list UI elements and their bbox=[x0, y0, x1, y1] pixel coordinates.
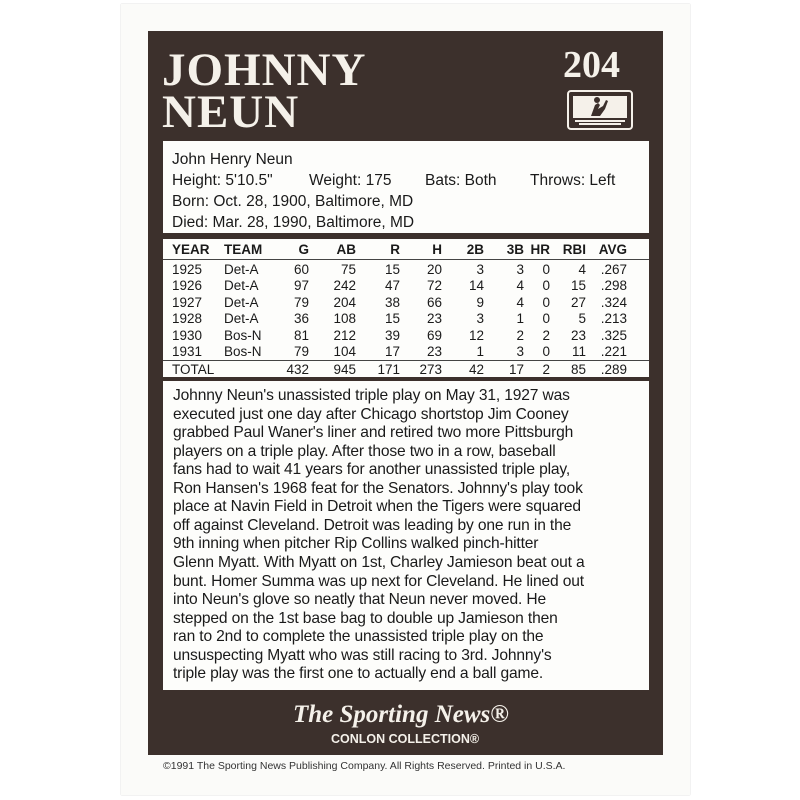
bats-text: Bats: Both bbox=[425, 172, 497, 189]
story-line: place at Navin Field in Detroit when the Tigers were squared bbox=[173, 498, 581, 516]
stats-cell: 1926 bbox=[172, 278, 203, 294]
conlon-collection: CONLON COLLECTION® bbox=[331, 732, 480, 746]
story-line: triple play was the first one to actually end a ball game. bbox=[173, 665, 544, 683]
stats-cell: .324 bbox=[600, 294, 627, 310]
stats-cell: 81 bbox=[293, 327, 309, 343]
stats-cell: 242 bbox=[333, 278, 356, 294]
story-line: ran to 2nd to complete the unassisted triple play on the bbox=[173, 628, 544, 646]
stats-cell: .325 bbox=[600, 327, 627, 343]
stats-header-rule bbox=[163, 259, 649, 260]
story-line: executed just one day after Chicago shortstop Jim Cooney bbox=[173, 405, 569, 423]
story-line: Johnny Neun's unassisted triple play on May 31, 1927 was bbox=[173, 387, 570, 404]
stats-cell: 12 bbox=[468, 327, 484, 343]
stats-header-cell: HR bbox=[530, 242, 550, 257]
stats-header-cell: 2B bbox=[466, 242, 484, 257]
stats-cell: Det-A bbox=[224, 278, 259, 294]
stats-cell: TOTAL bbox=[172, 362, 215, 377]
stats-cell: 79 bbox=[293, 294, 309, 310]
story-line: players on a triple play. After those two in a row, baseball bbox=[173, 442, 556, 460]
stats-cell: 11 bbox=[571, 344, 586, 359]
stats-table bbox=[163, 239, 649, 377]
stats-cell: 17 bbox=[384, 344, 400, 359]
stats-cell: 945 bbox=[333, 362, 356, 377]
stats-cell: 23 bbox=[426, 311, 442, 327]
stats-cell: 2 bbox=[542, 362, 550, 377]
died-text: Died: Mar. 28, 1990, Baltimore, MD bbox=[172, 214, 415, 231]
story-line: bunt. Homer Summa was up next for Cleveland. He lined out bbox=[173, 572, 584, 590]
stats-cell: 2 bbox=[516, 327, 524, 343]
stats-header-cell: 3B bbox=[506, 242, 524, 257]
stats-cell: .289 bbox=[600, 362, 627, 377]
stats-cell: 69 bbox=[426, 327, 442, 343]
copyright-text: ©1991 The Sporting News Publishing Company. All Rights Reserved. Printed in U.S.A. bbox=[163, 760, 566, 772]
stats-cell: 23 bbox=[426, 344, 442, 359]
stats-cell: 1 bbox=[516, 311, 524, 327]
stats-cell: 47 bbox=[384, 278, 400, 294]
stats-cell: 1927 bbox=[172, 294, 203, 310]
sporting-news-logo: The Sporting News® bbox=[293, 701, 509, 728]
stats-cell: Det-A bbox=[224, 294, 259, 310]
story-line: Glenn Myatt. With Myatt on 1st, Charley Jamieson beat out a bbox=[173, 553, 585, 571]
stats-cell: 14 bbox=[468, 278, 484, 294]
stats-cell: 9 bbox=[476, 294, 484, 310]
stats-cell: 27 bbox=[570, 294, 586, 310]
bio-panel bbox=[163, 141, 649, 233]
stats-cell: 17 bbox=[508, 362, 524, 377]
stats-cell: 39 bbox=[384, 327, 400, 343]
story-line: unsuspecting Myatt who was still racing to 3rd. Johnny's bbox=[173, 646, 552, 664]
stats-cell: 75 bbox=[340, 262, 356, 277]
story-panel bbox=[163, 381, 649, 690]
stats-header-cell: G bbox=[298, 242, 309, 257]
stats-cell: .221 bbox=[600, 344, 627, 359]
stats-header-cell: TEAM bbox=[224, 242, 263, 257]
story-line: off against Cleveland. Detroit was leading by one run in the bbox=[173, 516, 572, 534]
stats-cell: 3 bbox=[476, 311, 484, 327]
stats-cell: 97 bbox=[293, 278, 309, 294]
stats-cell: Bos-N bbox=[224, 344, 262, 359]
story-line: Ron Hansen's 1968 feat for the Senators. Johnny's play took bbox=[173, 479, 583, 497]
full-name: John Henry Neun bbox=[172, 151, 293, 168]
height-text: Height: 5'10.5" bbox=[172, 172, 273, 189]
story-line: into Neun's glove so neatly that Neun never moved. He bbox=[173, 591, 546, 609]
stats-cell: .213 bbox=[600, 311, 627, 327]
stats-cell: 79 bbox=[293, 344, 309, 359]
stats-cell: 4 bbox=[516, 278, 524, 294]
stats-cell: 108 bbox=[333, 311, 356, 327]
stats-cell: 273 bbox=[419, 362, 442, 377]
stats-cell: 5 bbox=[578, 311, 586, 327]
stats-cell: 23 bbox=[570, 327, 586, 343]
stats-cell: 15 bbox=[384, 311, 400, 327]
stats-cell: 4 bbox=[516, 294, 524, 310]
stats-header-cell: H bbox=[432, 242, 442, 257]
stats-cell: 1 bbox=[476, 344, 484, 359]
stats-cell: 0 bbox=[542, 294, 550, 310]
stats-cell: 15 bbox=[384, 262, 400, 277]
stats-cell: 66 bbox=[426, 294, 442, 310]
stats-cell: 171 bbox=[377, 362, 400, 377]
stats-cell: .298 bbox=[600, 278, 627, 294]
stats-cell: 3 bbox=[516, 262, 524, 277]
mlb-batter-logo-icon bbox=[567, 90, 633, 130]
story-line: grabbed Paul Waner's liner and retired two more Pittsburgh bbox=[173, 424, 574, 442]
stats-cell: 20 bbox=[426, 262, 442, 277]
player-first-name: JOHNNY bbox=[162, 44, 367, 96]
stats-cell: 432 bbox=[286, 362, 309, 377]
weight-text: Weight: 175 bbox=[309, 172, 392, 189]
stats-cell: 212 bbox=[333, 327, 356, 343]
stats-cell: Det-A bbox=[224, 262, 259, 277]
stats-header-cell: RBI bbox=[562, 242, 586, 257]
stats-cell: 0 bbox=[542, 311, 550, 327]
stats-header-cell: AB bbox=[336, 242, 356, 257]
stats-cell: 3 bbox=[476, 262, 484, 277]
stats-cell: 1930 bbox=[172, 327, 203, 343]
stats-cell: 38 bbox=[384, 294, 400, 310]
stats-cell: 3 bbox=[516, 344, 524, 359]
stats-cell: 15 bbox=[570, 278, 586, 294]
stats-header-cell: R bbox=[390, 242, 400, 257]
player-last-name: NEUN bbox=[162, 86, 300, 138]
stats-cell: 0 bbox=[542, 278, 550, 294]
stats-cell: 4 bbox=[578, 262, 586, 277]
story-line: fans had to wait 41 years for another unassisted triple play, bbox=[173, 461, 571, 479]
throws-text: Throws: Left bbox=[530, 172, 616, 189]
story-line: stepped on the 1st base bag to double up Jamieson then bbox=[173, 609, 558, 627]
stats-header-cell: YEAR bbox=[172, 242, 210, 257]
stats-total-rule bbox=[163, 360, 649, 361]
story-line: 9th inning when pitcher Rip Collins walked pinch-hitter bbox=[173, 535, 539, 553]
stats-header-cell: AVG bbox=[598, 242, 627, 257]
stats-cell: 1931 bbox=[172, 344, 203, 359]
stats-cell: 1925 bbox=[172, 262, 203, 277]
stats-cell: 85 bbox=[570, 362, 586, 377]
stats-cell: 2 bbox=[542, 327, 550, 343]
stats-cell: 42 bbox=[468, 362, 484, 377]
stats-cell: 1928 bbox=[172, 311, 203, 327]
stats-cell: 60 bbox=[293, 262, 309, 277]
stats-cell: 0 bbox=[542, 344, 550, 359]
stats-cell: 204 bbox=[333, 294, 356, 310]
stats-cell: Det-A bbox=[224, 311, 259, 327]
stats-cell: .267 bbox=[600, 262, 627, 277]
born-text: Born: Oct. 28, 1900, Baltimore, MD bbox=[172, 193, 414, 210]
stats-cell: 36 bbox=[293, 311, 309, 327]
stats-cell: 104 bbox=[333, 344, 356, 359]
stats-cell: 72 bbox=[426, 278, 442, 294]
stats-cell: 0 bbox=[542, 262, 550, 277]
stats-cell: Bos-N bbox=[224, 327, 262, 343]
card-number: 204 bbox=[563, 44, 620, 86]
